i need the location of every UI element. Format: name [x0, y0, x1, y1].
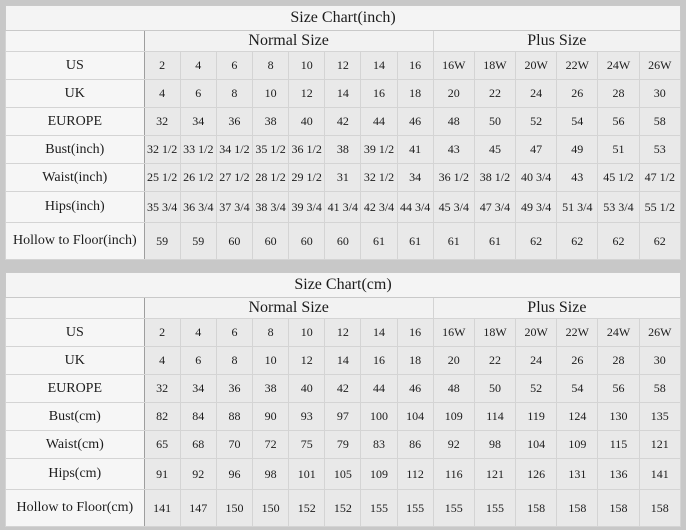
- size-value-cell: 37 3/4: [216, 192, 252, 223]
- size-value-cell: 56: [598, 108, 639, 136]
- table-title-row: [6, 273, 681, 298]
- size-value-cell: 35 3/4: [144, 192, 180, 223]
- size-value-cell: 36 1/2: [289, 136, 325, 164]
- size-value-cell: 62: [598, 223, 639, 260]
- size-value-cell: 124: [557, 403, 598, 431]
- size-value-cell: 61: [433, 223, 474, 260]
- size-value-cell: 48: [433, 375, 474, 403]
- table-row: [6, 108, 681, 136]
- row-label: EUROPE: [6, 108, 145, 136]
- size-value-cell: 158: [557, 490, 598, 527]
- size-value-cell: 35 1/2: [253, 136, 289, 164]
- size-value-cell: 6: [180, 347, 216, 375]
- size-value-cell: 28: [598, 80, 639, 108]
- size-value-cell: 121: [639, 431, 680, 459]
- size-value-cell: 24: [516, 80, 557, 108]
- size-value-cell: 49: [557, 136, 598, 164]
- size-value-cell: 114: [474, 403, 515, 431]
- size-value-cell: 8: [253, 52, 289, 80]
- size-value-cell: 10: [253, 80, 289, 108]
- size-value-cell: 40 3/4: [516, 164, 557, 192]
- size-chart-cm-body: [6, 319, 681, 527]
- size-value-cell: 29 1/2: [289, 164, 325, 192]
- size-value-cell: 70: [216, 431, 252, 459]
- size-group-header-row: [6, 298, 681, 319]
- size-value-cell: 54: [557, 108, 598, 136]
- size-value-cell: 59: [144, 223, 180, 260]
- size-value-cell: 60: [216, 223, 252, 260]
- size-value-cell: 112: [397, 459, 433, 490]
- size-value-cell: 51: [598, 136, 639, 164]
- size-value-cell: 62: [557, 223, 598, 260]
- size-value-cell: 109: [433, 403, 474, 431]
- size-value-cell: 25 1/2: [144, 164, 180, 192]
- size-value-cell: 22: [474, 80, 515, 108]
- size-value-cell: 34: [180, 108, 216, 136]
- size-value-cell: 97: [325, 403, 361, 431]
- table-title-row: [6, 6, 681, 31]
- size-value-cell: 40: [289, 108, 325, 136]
- size-value-cell: 98: [253, 459, 289, 490]
- size-value-cell: 4: [144, 80, 180, 108]
- size-value-cell: 40: [289, 375, 325, 403]
- size-value-cell: 126: [516, 459, 557, 490]
- size-value-cell: 61: [474, 223, 515, 260]
- size-value-cell: 79: [325, 431, 361, 459]
- size-value-cell: 53: [639, 136, 680, 164]
- size-value-cell: 84: [180, 403, 216, 431]
- size-value-cell: 26 1/2: [180, 164, 216, 192]
- normal-size-header: Normal Size: [144, 31, 433, 52]
- table-row: [6, 490, 681, 527]
- size-value-cell: 104: [516, 431, 557, 459]
- size-value-cell: 158: [598, 490, 639, 527]
- size-value-cell: 18W: [474, 52, 515, 80]
- size-value-cell: 10: [253, 347, 289, 375]
- corner-cell: [6, 298, 145, 319]
- size-value-cell: 158: [639, 490, 680, 527]
- size-value-cell: 14: [361, 319, 397, 347]
- normal-size-header: Normal Size: [144, 298, 433, 319]
- size-value-cell: 92: [433, 431, 474, 459]
- table-row: [6, 431, 681, 459]
- size-value-cell: 147: [180, 490, 216, 527]
- size-value-cell: 30: [639, 347, 680, 375]
- table-row: [6, 164, 681, 192]
- size-value-cell: 34: [397, 164, 433, 192]
- size-value-cell: 41 3/4: [325, 192, 361, 223]
- row-label: UK: [6, 80, 145, 108]
- row-label: Hollow to Floor(cm): [6, 490, 145, 527]
- size-value-cell: 34: [180, 375, 216, 403]
- size-value-cell: 98: [474, 431, 515, 459]
- size-value-cell: 60: [325, 223, 361, 260]
- size-value-cell: 8: [216, 347, 252, 375]
- table-row: [6, 347, 681, 375]
- size-value-cell: 48: [433, 108, 474, 136]
- size-value-cell: 54: [557, 375, 598, 403]
- table-row: [6, 52, 681, 80]
- size-chart-inch-table: [5, 5, 681, 260]
- size-value-cell: 101: [289, 459, 325, 490]
- size-value-cell: 47 1/2: [639, 164, 680, 192]
- size-value-cell: 16: [361, 80, 397, 108]
- size-value-cell: 45: [474, 136, 515, 164]
- size-value-cell: 14: [361, 52, 397, 80]
- size-value-cell: 27 1/2: [216, 164, 252, 192]
- size-value-cell: 12: [325, 52, 361, 80]
- row-label: Waist(inch): [6, 164, 145, 192]
- size-value-cell: 32: [144, 375, 180, 403]
- size-value-cell: 4: [180, 319, 216, 347]
- size-value-cell: 158: [516, 490, 557, 527]
- size-value-cell: 109: [557, 431, 598, 459]
- size-value-cell: 58: [639, 108, 680, 136]
- size-value-cell: 28 1/2: [253, 164, 289, 192]
- size-value-cell: 22W: [557, 319, 598, 347]
- size-value-cell: 46: [397, 108, 433, 136]
- size-value-cell: 41: [397, 136, 433, 164]
- size-value-cell: 45 3/4: [433, 192, 474, 223]
- size-value-cell: 56: [598, 375, 639, 403]
- table-row: [6, 403, 681, 431]
- size-value-cell: 24: [516, 347, 557, 375]
- size-value-cell: 141: [639, 459, 680, 490]
- size-value-cell: 42: [325, 375, 361, 403]
- size-value-cell: 20W: [516, 319, 557, 347]
- row-label: Hips(cm): [6, 459, 145, 490]
- size-value-cell: 14: [325, 347, 361, 375]
- size-value-cell: 20: [433, 80, 474, 108]
- size-value-cell: 155: [433, 490, 474, 527]
- size-value-cell: 4: [144, 347, 180, 375]
- size-value-cell: 150: [216, 490, 252, 527]
- size-value-cell: 55 1/2: [639, 192, 680, 223]
- size-value-cell: 150: [253, 490, 289, 527]
- row-label: EUROPE: [6, 375, 145, 403]
- size-value-cell: 155: [474, 490, 515, 527]
- size-value-cell: 14: [325, 80, 361, 108]
- size-value-cell: 116: [433, 459, 474, 490]
- size-value-cell: 12: [289, 80, 325, 108]
- size-value-cell: 86: [397, 431, 433, 459]
- row-label: Hips(inch): [6, 192, 145, 223]
- size-value-cell: 38: [325, 136, 361, 164]
- size-value-cell: 131: [557, 459, 598, 490]
- size-value-cell: 62: [639, 223, 680, 260]
- table-row: [6, 192, 681, 223]
- size-value-cell: 52: [516, 375, 557, 403]
- size-value-cell: 50: [474, 375, 515, 403]
- size-value-cell: 2: [144, 319, 180, 347]
- size-value-cell: 75: [289, 431, 325, 459]
- size-value-cell: 104: [397, 403, 433, 431]
- size-value-cell: 42: [325, 108, 361, 136]
- size-value-cell: 91: [144, 459, 180, 490]
- size-value-cell: 32 1/2: [361, 164, 397, 192]
- table-row: [6, 80, 681, 108]
- size-value-cell: 115: [598, 431, 639, 459]
- size-value-cell: 30: [639, 80, 680, 108]
- size-value-cell: 105: [325, 459, 361, 490]
- size-value-cell: 10: [289, 319, 325, 347]
- size-value-cell: 109: [361, 459, 397, 490]
- size-value-cell: 50: [474, 108, 515, 136]
- size-value-cell: 6: [216, 319, 252, 347]
- table-title: Size Chart(cm): [6, 273, 681, 298]
- size-value-cell: 22W: [557, 52, 598, 80]
- size-value-cell: 26W: [639, 52, 680, 80]
- size-value-cell: 51 3/4: [557, 192, 598, 223]
- size-value-cell: 36: [216, 108, 252, 136]
- size-value-cell: 34 1/2: [216, 136, 252, 164]
- size-value-cell: 28: [598, 347, 639, 375]
- size-value-cell: 61: [397, 223, 433, 260]
- size-value-cell: 31: [325, 164, 361, 192]
- size-value-cell: 121: [474, 459, 515, 490]
- size-value-cell: 58: [639, 375, 680, 403]
- size-value-cell: 49 3/4: [516, 192, 557, 223]
- size-value-cell: 88: [216, 403, 252, 431]
- size-value-cell: 6: [180, 80, 216, 108]
- size-value-cell: 32 1/2: [144, 136, 180, 164]
- row-label: Hollow to Floor(inch): [6, 223, 145, 260]
- size-value-cell: 39 3/4: [289, 192, 325, 223]
- row-label: US: [6, 52, 145, 80]
- size-value-cell: 65: [144, 431, 180, 459]
- table-row: [6, 459, 681, 490]
- size-value-cell: 38: [253, 375, 289, 403]
- size-value-cell: 24W: [598, 52, 639, 80]
- size-value-cell: 155: [397, 490, 433, 527]
- size-value-cell: 32: [144, 108, 180, 136]
- table-row: [6, 136, 681, 164]
- size-value-cell: 53 3/4: [598, 192, 639, 223]
- size-value-cell: 92: [180, 459, 216, 490]
- size-value-cell: 6: [216, 52, 252, 80]
- size-chart-cm-table: [5, 272, 681, 527]
- size-value-cell: 43: [557, 164, 598, 192]
- size-value-cell: 62: [516, 223, 557, 260]
- size-value-cell: 152: [289, 490, 325, 527]
- size-value-cell: 39 1/2: [361, 136, 397, 164]
- size-value-cell: 8: [216, 80, 252, 108]
- size-value-cell: 82: [144, 403, 180, 431]
- size-value-cell: 4: [180, 52, 216, 80]
- size-value-cell: 68: [180, 431, 216, 459]
- size-value-cell: 36 1/2: [433, 164, 474, 192]
- size-value-cell: 16W: [433, 319, 474, 347]
- size-value-cell: 44 3/4: [397, 192, 433, 223]
- size-value-cell: 36 3/4: [180, 192, 216, 223]
- size-group-header-row: [6, 31, 681, 52]
- size-value-cell: 18: [397, 347, 433, 375]
- size-value-cell: 38 1/2: [474, 164, 515, 192]
- size-value-cell: 59: [180, 223, 216, 260]
- table-row: [6, 223, 681, 260]
- size-value-cell: 52: [516, 108, 557, 136]
- size-value-cell: 16W: [433, 52, 474, 80]
- size-value-cell: 33 1/2: [180, 136, 216, 164]
- size-chart-inch-body: [6, 52, 681, 260]
- row-label: Waist(cm): [6, 431, 145, 459]
- size-value-cell: 93: [289, 403, 325, 431]
- size-value-cell: 12: [325, 319, 361, 347]
- size-value-cell: 18W: [474, 319, 515, 347]
- size-value-cell: 42 3/4: [361, 192, 397, 223]
- size-value-cell: 47 3/4: [474, 192, 515, 223]
- size-value-cell: 60: [289, 223, 325, 260]
- size-value-cell: 8: [253, 319, 289, 347]
- size-value-cell: 60: [253, 223, 289, 260]
- size-value-cell: 16: [397, 52, 433, 80]
- row-label: Bust(inch): [6, 136, 145, 164]
- size-value-cell: 26W: [639, 319, 680, 347]
- size-value-cell: 96: [216, 459, 252, 490]
- size-value-cell: 38: [253, 108, 289, 136]
- size-value-cell: 61: [361, 223, 397, 260]
- size-value-cell: 16: [397, 319, 433, 347]
- size-value-cell: 152: [325, 490, 361, 527]
- size-value-cell: 119: [516, 403, 557, 431]
- size-value-cell: 38 3/4: [253, 192, 289, 223]
- size-value-cell: 26: [557, 80, 598, 108]
- size-value-cell: 141: [144, 490, 180, 527]
- size-value-cell: 18: [397, 80, 433, 108]
- size-value-cell: 46: [397, 375, 433, 403]
- table-row: [6, 319, 681, 347]
- row-label: Bust(cm): [6, 403, 145, 431]
- size-value-cell: 136: [598, 459, 639, 490]
- size-value-cell: 36: [216, 375, 252, 403]
- size-value-cell: 83: [361, 431, 397, 459]
- size-value-cell: 20W: [516, 52, 557, 80]
- size-value-cell: 72: [253, 431, 289, 459]
- size-value-cell: 44: [361, 375, 397, 403]
- size-value-cell: 47: [516, 136, 557, 164]
- plus-size-header: Plus Size: [433, 298, 680, 319]
- size-value-cell: 43: [433, 136, 474, 164]
- size-value-cell: 135: [639, 403, 680, 431]
- size-value-cell: 26: [557, 347, 598, 375]
- size-value-cell: 90: [253, 403, 289, 431]
- row-label: US: [6, 319, 145, 347]
- size-value-cell: 16: [361, 347, 397, 375]
- plus-size-header: Plus Size: [433, 31, 680, 52]
- table-row: [6, 375, 681, 403]
- size-value-cell: 155: [361, 490, 397, 527]
- size-value-cell: 20: [433, 347, 474, 375]
- size-value-cell: 44: [361, 108, 397, 136]
- corner-cell: [6, 31, 145, 52]
- size-value-cell: 24W: [598, 319, 639, 347]
- size-value-cell: 10: [289, 52, 325, 80]
- size-value-cell: 130: [598, 403, 639, 431]
- size-value-cell: 100: [361, 403, 397, 431]
- size-value-cell: 22: [474, 347, 515, 375]
- row-label: UK: [6, 347, 145, 375]
- size-value-cell: 12: [289, 347, 325, 375]
- size-value-cell: 2: [144, 52, 180, 80]
- size-value-cell: 45 1/2: [598, 164, 639, 192]
- table-title: Size Chart(inch): [6, 6, 681, 31]
